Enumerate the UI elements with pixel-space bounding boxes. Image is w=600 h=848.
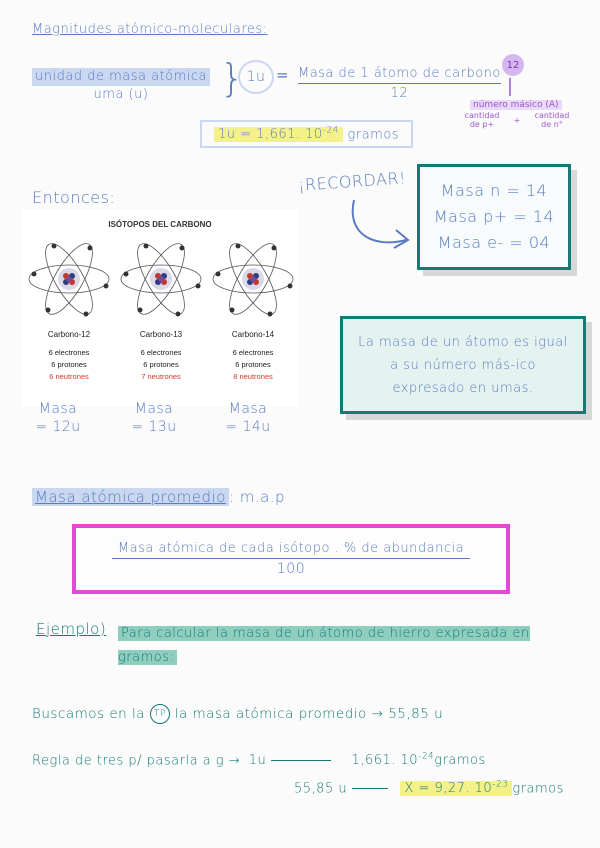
- isotope-carbono-12: [24, 330, 114, 383]
- masa-atomo-card: [340, 316, 586, 414]
- regla-prefix: Regla de tres p/ pasarla a g →: [32, 753, 241, 769]
- ejemplo-label: Ejemplo): [36, 620, 107, 638]
- equivalence-value: 1u = 1,661. $10^{-24}$: [214, 127, 343, 142]
- map-formula-box: [72, 524, 510, 594]
- isotope-electrons: 6 electrones: [232, 348, 274, 357]
- isotope-neutrons: 8 neutrones: [233, 372, 273, 381]
- brace-symbol: }: [220, 56, 245, 100]
- isotope-carbono-14: [208, 330, 298, 383]
- recordar-card: [417, 164, 571, 270]
- atom-carbono-14-icon: [210, 236, 296, 322]
- map-abbr: : m.a.p: [228, 488, 286, 506]
- map-denominator: 100: [276, 561, 306, 577]
- masa-carbono-13: Masa = 13u: [131, 401, 177, 435]
- isotope-neutrons: 6 neutrones: [49, 372, 89, 381]
- atom-carbono-13-icon: [118, 236, 204, 322]
- arrow-down-icon: [509, 78, 511, 96]
- isotopes-title: ISÓTOPOS DEL CARBONO: [108, 220, 212, 229]
- uma-definition: [32, 68, 210, 104]
- regla-row2-left: 55,85 u: [294, 781, 348, 797]
- masa-carbono-14: Masa = 14u: [225, 401, 271, 435]
- map-numerator: Masa atómica de cada isótopo . % de abundancia: [112, 541, 470, 559]
- masa-neutrones: Masa n = 14: [440, 181, 548, 200]
- recordar-heading: ¡RECORDAR!: [297, 168, 407, 195]
- regla-result-unit: gramos: [512, 781, 564, 797]
- uma-label-line1: unidad de masa atómica: [32, 68, 210, 86]
- curved-arrow-icon: [346, 196, 416, 254]
- isotope-protons: 6 protones: [143, 360, 179, 369]
- ejemplo-text: Para calcular la masa de un átomo de hierro expresada en gramos:: [118, 626, 530, 665]
- fraction-denominator: 12: [390, 86, 409, 101]
- regla-row1-left: 1u: [248, 753, 267, 769]
- isotope-carbono-13: [116, 330, 206, 383]
- uma-label-line2: uma (u): [93, 87, 149, 102]
- fraction-line: [298, 83, 501, 84]
- isotope-protons: 6 protones: [51, 360, 87, 369]
- regla-row-2: [294, 780, 564, 796]
- regla-dash-1: [271, 760, 331, 761]
- map-heading: [32, 488, 285, 506]
- isotope-name: Carbono-14: [231, 330, 275, 339]
- entonces-heading: Entonces:: [32, 188, 116, 207]
- isotope-electrons: 6 electrones: [48, 348, 90, 357]
- uma-fraction: [298, 66, 501, 101]
- page-title: Magnitudes atómico-moleculares:: [32, 22, 268, 37]
- equals-sign: =: [276, 66, 289, 84]
- masa-electrones: Masa e- = 04: [437, 233, 551, 252]
- map-title: Masa atómica promedio: [32, 488, 229, 506]
- isotope-electrons: 6 electrones: [140, 348, 182, 357]
- badge-12: 12: [502, 54, 524, 76]
- isotope-protons: 6 protones: [235, 360, 271, 369]
- tp-circle: TP: [150, 704, 170, 724]
- masa-carbono-12: Masa = 12u: [35, 401, 81, 435]
- equivalence-unit: gramos: [347, 127, 400, 143]
- regla-row1-right: 1,661. $10^{-24}gramos$: [351, 752, 486, 769]
- masa-atomo-text: La masa de un átomo es igual a su número más-ico expresado en umas.: [358, 334, 568, 396]
- isotope-name: Carbono-12: [47, 330, 91, 339]
- buscamos-line: Buscamos en la TP la masa atómica promedio → 55,85 u: [32, 706, 444, 722]
- regla-dash-2: [352, 788, 388, 789]
- isotopes-figure: [22, 210, 298, 406]
- fraction-numerator: Masa de 1 átomo de carbono: [298, 66, 501, 81]
- plus-sign: +: [513, 115, 521, 125]
- regla-row-1: [32, 752, 486, 768]
- atom-carbono-12-icon: [26, 236, 112, 322]
- isotope-name: Carbono-13: [139, 330, 183, 339]
- equivalence-box: [200, 120, 413, 148]
- numero-masico-label: número másico (A): [470, 100, 562, 110]
- regla-result: X = 9,27. $10^{-23}$: [400, 781, 512, 796]
- masa-protones: Masa p+ = 14: [433, 207, 555, 226]
- isotope-neutrons: 7 neutrones: [141, 372, 181, 381]
- numero-masico-parts: [462, 111, 572, 129]
- one-u-circle: 1u: [238, 60, 274, 94]
- cantidad-protones: cantidad de p+: [464, 111, 500, 129]
- cantidad-neutrones: cantidad de n°: [534, 111, 570, 129]
